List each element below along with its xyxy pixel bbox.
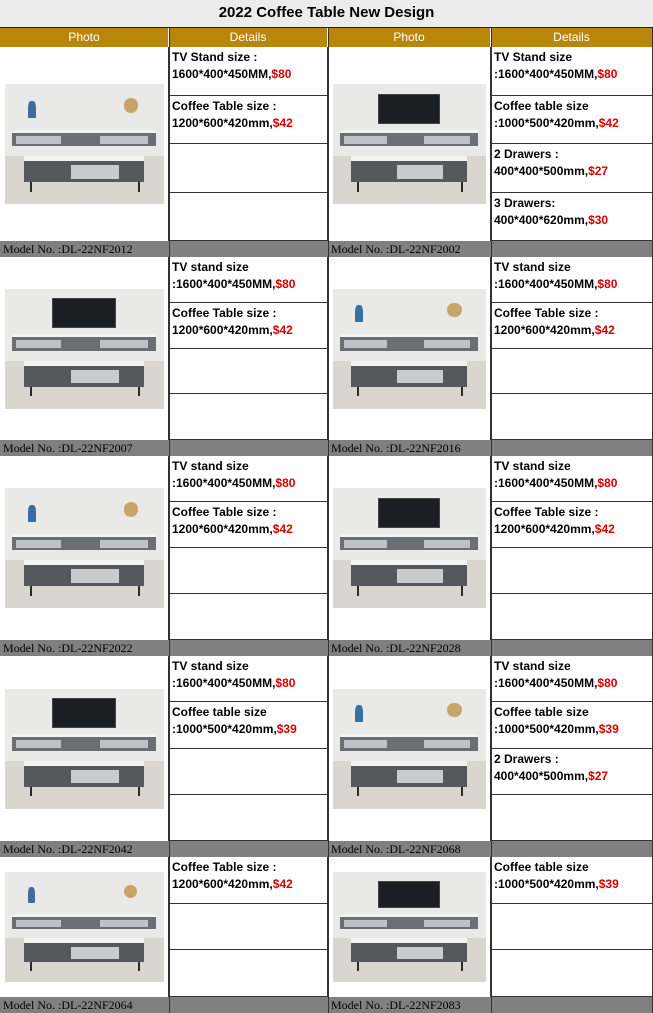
photo-coffee-table: [351, 938, 467, 962]
photo-stand-panel: [344, 740, 387, 748]
photo-table-leg: [461, 787, 463, 797]
product-photo: [333, 84, 486, 204]
photo-table-leg: [30, 387, 32, 397]
detail-cell-right: [491, 904, 653, 951]
model-bar-spacer-left: [169, 440, 328, 456]
detail-label: TV stand size: [172, 659, 249, 673]
detail-label: Coffee Table size :: [172, 98, 277, 113]
product-photo: [5, 488, 164, 608]
model-number-right: Model No. :DL-22NF2002: [328, 241, 491, 257]
detail-size: [172, 521, 324, 538]
price-tag: $42: [272, 522, 293, 536]
detail-label: Coffee Table size :: [494, 305, 599, 320]
photo-lamp: [124, 98, 138, 112]
photo-tv-stand: [340, 734, 478, 751]
photo-lamp: [124, 502, 138, 516]
product-photo: [5, 289, 164, 409]
photo-decor: [28, 887, 35, 902]
photo-tv-stand: [12, 914, 155, 929]
photo-stand-panel: [16, 136, 61, 144]
price-tag: $80: [271, 67, 292, 81]
price-tag: $39: [598, 722, 619, 737]
price-tag: $80: [275, 277, 296, 291]
photo-tv-stand: [340, 914, 478, 929]
price-tag: $42: [594, 522, 615, 536]
detail-size: [494, 768, 649, 785]
photo-cell-left: [0, 456, 169, 640]
detail-label: Coffee Table size :: [172, 305, 277, 320]
photo-table-leg: [461, 962, 463, 971]
model-bar-spacer-right: [491, 241, 653, 257]
detail-cell-left: [169, 502, 328, 548]
detail-size: [494, 475, 649, 492]
photo-table-leg: [138, 962, 140, 971]
detail-dimensions: 1200*600*420mm,: [172, 522, 273, 536]
photo-tv-stand: [340, 534, 478, 551]
model-number-left: Model No. :DL-22NF2064: [0, 997, 169, 1013]
detail-cell-left: [169, 548, 328, 594]
photo-tv: [52, 698, 116, 728]
photo-cell-left: [0, 47, 169, 241]
detail-cell-right: [491, 456, 653, 502]
photo-table-leg: [138, 182, 140, 192]
detail-dimensions: 1200*600*420mm,: [494, 322, 595, 337]
model-bar-spacer-left: [169, 640, 328, 656]
photo-stand-panel: [100, 740, 148, 748]
detail-size: [494, 675, 649, 692]
detail-cell-left: [169, 303, 328, 349]
detail-size: [172, 115, 324, 132]
detail-cell-right: [491, 656, 653, 702]
detail-label: Coffee table size: [494, 860, 589, 874]
photo-coffee-table: [351, 560, 467, 586]
photo-stand-panel: [424, 920, 470, 927]
price-tag: $39: [598, 877, 619, 891]
photo-stand-panel: [16, 920, 61, 927]
detail-label: TV stand size: [172, 260, 249, 274]
detail-cell-right: [491, 144, 653, 193]
detail-dimensions: :1600*400*450MM,: [494, 67, 598, 81]
detail-cell-right: [491, 795, 653, 841]
detail-dimensions: :1600*400*450MM,: [494, 676, 598, 690]
detail-label: Coffee Table size :: [172, 505, 277, 519]
price-tag: $30: [588, 212, 609, 227]
photo-table-drawer: [71, 947, 119, 959]
detail-dimensions: 400*400*500mm,: [494, 164, 589, 178]
photo-table-leg: [461, 586, 463, 596]
photo-coffee-table: [24, 938, 145, 962]
detail-size: [494, 322, 649, 339]
detail-label: TV stand size: [172, 459, 249, 473]
detail-dimensions: :1000*500*420mm,: [172, 722, 277, 737]
detail-dimensions: :1600*400*450MM,: [494, 476, 598, 490]
photo-tv-stand: [12, 734, 155, 751]
detail-cell-left: [169, 795, 328, 841]
detail-cell-right: [491, 47, 653, 96]
detail-cell-right: [491, 257, 653, 303]
photo-coffee-table: [351, 156, 467, 182]
detail-size: [494, 521, 649, 538]
product-photo: [5, 689, 164, 809]
photo-cell-right: [328, 656, 491, 841]
photo-table-drawer: [397, 947, 443, 959]
photo-table-drawer: [71, 370, 119, 384]
detail-label: Coffee Table size :: [494, 505, 599, 519]
detail-size: [172, 475, 324, 492]
photo-cell-left: [0, 857, 169, 997]
photo-table-drawer: [397, 569, 443, 583]
photo-table-drawer: [397, 370, 443, 384]
model-bar-spacer-right: [491, 841, 653, 857]
photo-decor: [28, 505, 35, 522]
detail-cell-right: [491, 349, 653, 395]
detail-dimensions: 1200*600*420mm,: [172, 115, 273, 130]
detail-dimensions: :1000*500*420mm,: [494, 115, 599, 130]
price-tag: $27: [588, 768, 609, 783]
detail-cell-right: [491, 749, 653, 795]
photo-coffee-table: [24, 560, 145, 586]
detail-cell-right: [491, 950, 653, 997]
photo-tv: [378, 881, 439, 909]
photo-table-leg: [138, 586, 140, 596]
price-tag: $80: [275, 476, 296, 490]
detail-cell-left: [169, 349, 328, 395]
photo-table-leg: [30, 182, 32, 192]
detail-cell-right: [491, 394, 653, 440]
grid-line: [328, 28, 329, 1013]
detail-dimensions: 1600*400*450MM,: [172, 67, 272, 81]
detail-cell-right: [491, 303, 653, 349]
photo-table-leg: [461, 387, 463, 397]
model-number-right: Model No. :DL-22NF2016: [328, 440, 491, 456]
detail-size: [494, 721, 649, 738]
photo-tv-stand: [340, 130, 478, 147]
photo-table-leg: [138, 787, 140, 797]
detail-size: [494, 212, 649, 229]
photo-lamp: [447, 303, 461, 317]
detail-cell-left: [169, 456, 328, 502]
grid-line: [491, 28, 492, 1013]
photo-table-leg: [30, 962, 32, 971]
detail-label: TV Stand size: [494, 50, 573, 64]
detail-cell-right: [491, 502, 653, 548]
detail-cell-left: [169, 47, 328, 96]
photo-lamp: [447, 703, 461, 717]
detail-label: TV stand size: [494, 260, 571, 274]
price-tag: $80: [597, 67, 618, 81]
detail-label: 3 Drawers:: [494, 195, 556, 210]
photo-stand-panel: [424, 340, 470, 348]
photo-table-leg: [461, 182, 463, 192]
photo-tv-stand: [12, 534, 155, 551]
product-photo: [333, 289, 486, 409]
photo-coffee-table: [351, 361, 467, 387]
model-bar-spacer-left: [169, 841, 328, 857]
detail-size: [494, 163, 649, 180]
product-photo: [333, 872, 486, 982]
price-tag: $80: [597, 476, 618, 490]
price-tag: $42: [272, 115, 293, 130]
detail-size: [494, 115, 649, 132]
detail-cell-left: [169, 904, 328, 951]
photo-table-leg: [138, 387, 140, 397]
header-photo-left: Photo: [0, 28, 169, 47]
photo-stand-panel: [424, 540, 470, 548]
detail-cell-right: [491, 594, 653, 640]
detail-label: 2 Drawers :: [494, 751, 559, 766]
header-details-right: Details: [491, 28, 653, 47]
detail-cell-right: [491, 96, 653, 145]
photo-table-leg: [30, 787, 32, 797]
photo-cell-left: [0, 656, 169, 841]
photo-stand-panel: [16, 540, 61, 548]
detail-cell-left: [169, 594, 328, 640]
detail-cell-right: [491, 193, 653, 242]
detail-size: [494, 276, 649, 293]
photo-coffee-table: [24, 156, 145, 182]
detail-label: Coffee table size: [172, 705, 267, 720]
model-bar-spacer-right: [491, 640, 653, 656]
photo-stand-panel: [100, 136, 148, 144]
price-tag: $27: [588, 164, 609, 178]
photo-stand-panel: [344, 340, 387, 348]
detail-cell-left: [169, 96, 328, 145]
photo-tv-stand: [12, 334, 155, 351]
photo-tv: [378, 498, 439, 528]
model-bar-spacer-right: [491, 440, 653, 456]
detail-label: Coffee table size: [494, 98, 589, 113]
detail-dimensions: 400*400*500mm,: [494, 768, 589, 783]
detail-dimensions: :1600*400*450MM,: [172, 676, 276, 690]
detail-dimensions: :1600*400*450MM,: [172, 277, 276, 291]
photo-cell-left: [0, 257, 169, 440]
photo-decor: [355, 705, 362, 722]
model-bar-spacer-left: [169, 241, 328, 257]
detail-label: TV stand size: [494, 659, 571, 673]
photo-stand-panel: [344, 920, 387, 927]
detail-label: TV Stand size :: [172, 50, 258, 64]
photo-coffee-table: [24, 361, 145, 387]
photo-stand-panel: [100, 340, 148, 348]
product-photo: [333, 689, 486, 809]
photo-stand-panel: [344, 136, 387, 144]
product-photo: [5, 872, 164, 982]
detail-size: [172, 721, 324, 738]
photo-cell-right: [328, 456, 491, 640]
photo-table-drawer: [71, 770, 119, 784]
photo-table-drawer: [71, 165, 119, 179]
detail-label: Coffee table size: [494, 705, 589, 720]
photo-table-leg: [357, 586, 359, 596]
model-number-left: Model No. :DL-22NF2007: [0, 440, 169, 456]
photo-table-leg: [357, 182, 359, 192]
detail-label: TV stand size: [494, 459, 571, 473]
photo-stand-panel: [344, 540, 387, 548]
page-title: 2022 Coffee Table New Design: [0, 0, 653, 28]
detail-size: [494, 66, 649, 83]
detail-cell-left: [169, 950, 328, 997]
detail-cell-left: [169, 702, 328, 748]
photo-coffee-table: [24, 761, 145, 787]
detail-cell-right: [491, 702, 653, 748]
price-tag: $80: [597, 676, 618, 690]
model-number-right: Model No. :DL-22NF2068: [328, 841, 491, 857]
detail-size: [172, 66, 324, 83]
price-tag: $42: [594, 322, 615, 337]
detail-label: 2 Drawers :: [494, 147, 559, 161]
price-tag: $80: [275, 676, 296, 690]
photo-table-drawer: [71, 569, 119, 583]
detail-cell-left: [169, 193, 328, 242]
model-number-right: Model No. :DL-22NF2083: [328, 997, 491, 1013]
detail-cell-left: [169, 656, 328, 702]
model-number-left: Model No. :DL-22NF2012: [0, 241, 169, 257]
detail-cell-right: [491, 857, 653, 904]
price-tag: $39: [276, 722, 297, 737]
detail-cell-left: [169, 857, 328, 904]
photo-stand-panel: [424, 740, 470, 748]
photo-decor: [28, 101, 35, 118]
photo-tv: [52, 298, 116, 328]
photo-stand-panel: [100, 920, 148, 927]
detail-dimensions: :1600*400*450MM,: [494, 277, 598, 291]
photo-decor: [355, 305, 362, 322]
detail-cell-right: [491, 548, 653, 594]
grid-line: [169, 28, 170, 1013]
price-tag: $42: [272, 322, 293, 337]
model-number-left: Model No. :DL-22NF2022: [0, 640, 169, 656]
photo-tv: [378, 94, 439, 124]
detail-size: [172, 276, 324, 293]
photo-stand-panel: [424, 136, 470, 144]
model-bar-spacer-right: [491, 997, 653, 1013]
model-number-right: Model No. :DL-22NF2028: [328, 640, 491, 656]
detail-dimensions: :1000*500*420mm,: [494, 722, 599, 737]
detail-cell-left: [169, 144, 328, 193]
model-bar-spacer-left: [169, 997, 328, 1013]
photo-stand-panel: [16, 740, 61, 748]
model-number-left: Model No. :DL-22NF2042: [0, 841, 169, 857]
header-details-left: Details: [169, 28, 328, 47]
photo-table-leg: [30, 586, 32, 596]
detail-cell-left: [169, 394, 328, 440]
photo-table-leg: [357, 962, 359, 971]
photo-tv-stand: [340, 334, 478, 351]
detail-cell-left: [169, 257, 328, 303]
price-tag: $80: [597, 277, 618, 291]
photo-table-leg: [357, 787, 359, 797]
photo-cell-right: [328, 857, 491, 997]
photo-tv-stand: [12, 130, 155, 147]
photo-cell-right: [328, 47, 491, 241]
price-tag: $42: [598, 115, 619, 130]
detail-size: [494, 876, 649, 893]
photo-table-leg: [357, 387, 359, 397]
detail-size: [172, 675, 324, 692]
detail-size: [172, 322, 324, 339]
photo-stand-panel: [100, 540, 148, 548]
price-tag: $42: [272, 877, 293, 891]
header-photo-right: Photo: [328, 28, 491, 47]
detail-dimensions: 400*400*620mm,: [494, 212, 589, 227]
photo-coffee-table: [351, 761, 467, 787]
photo-table-drawer: [397, 165, 443, 179]
photo-table-drawer: [397, 770, 443, 784]
detail-dimensions: :1000*500*420mm,: [494, 877, 599, 891]
detail-dimensions: 1200*600*420mm,: [172, 877, 273, 891]
detail-label: Coffee Table size :: [172, 860, 277, 874]
detail-dimensions: 1200*600*420mm,: [172, 322, 273, 337]
photo-stand-panel: [16, 340, 61, 348]
detail-cell-left: [169, 749, 328, 795]
detail-dimensions: :1600*400*450MM,: [172, 476, 276, 490]
product-photo: [333, 488, 486, 608]
product-photo: [5, 84, 164, 204]
detail-size: [172, 876, 324, 893]
detail-dimensions: 1200*600*420mm,: [494, 522, 595, 536]
photo-cell-right: [328, 257, 491, 440]
